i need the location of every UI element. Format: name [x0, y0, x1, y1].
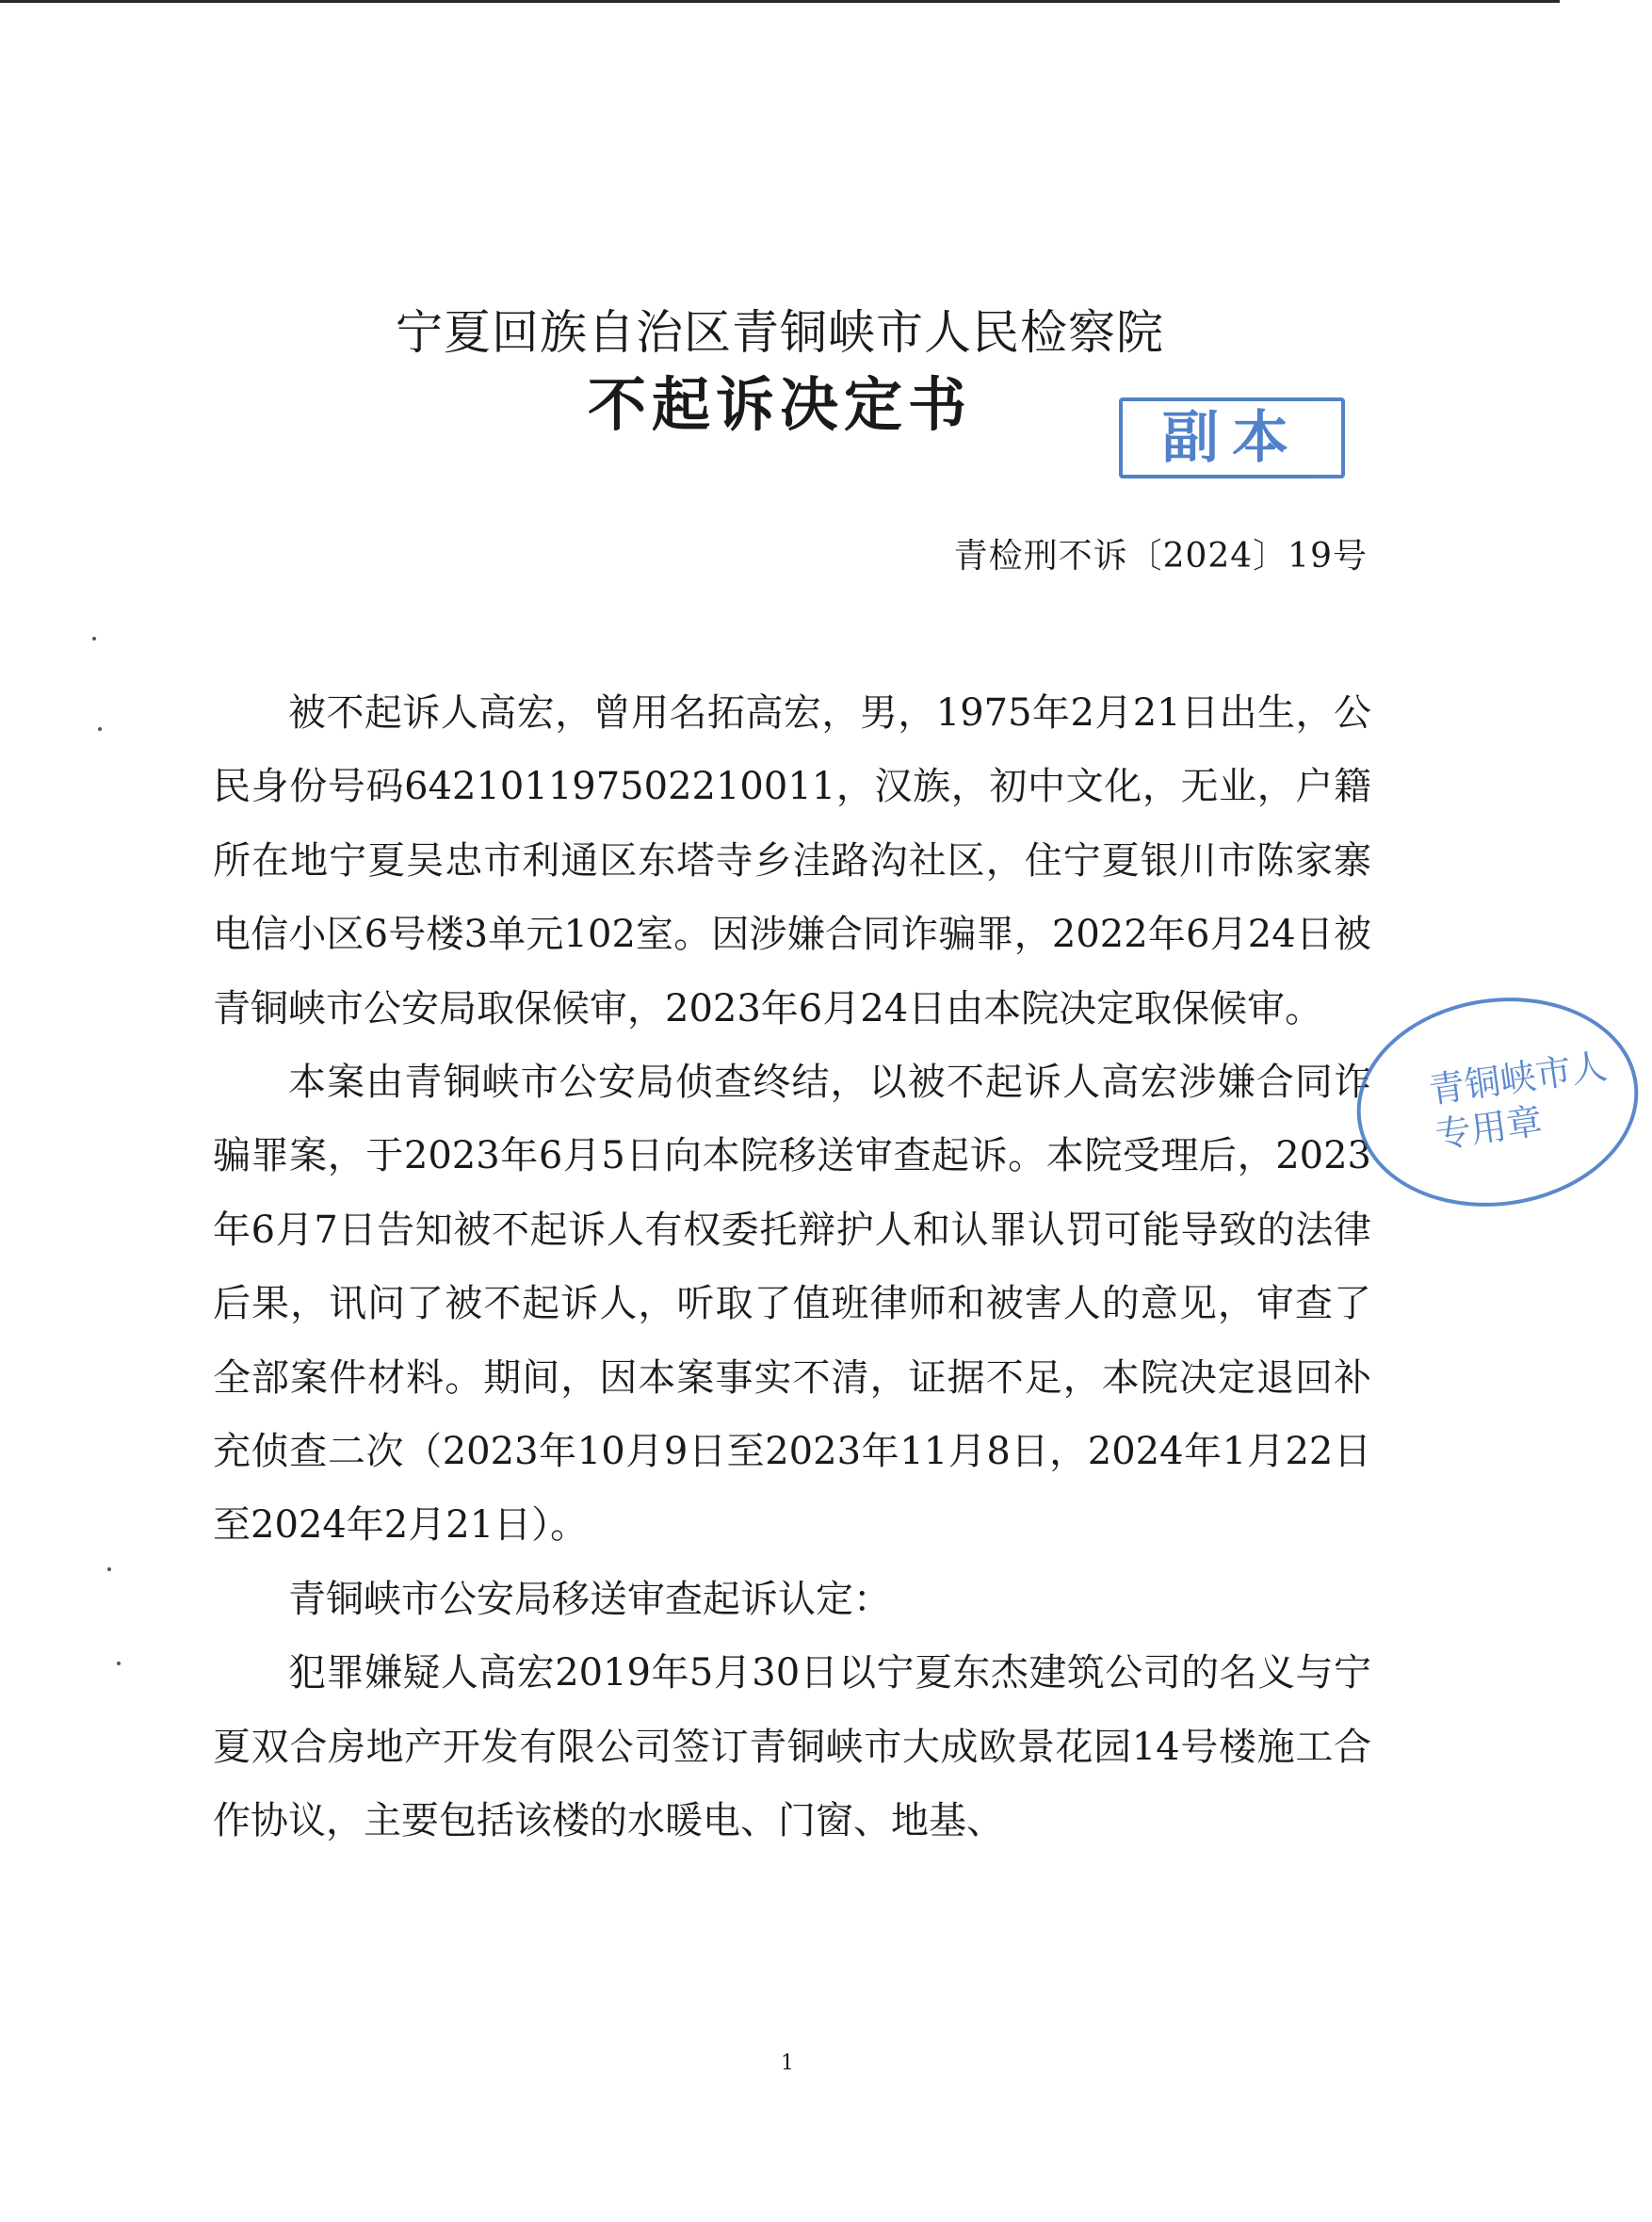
scan-speck	[107, 1567, 111, 1571]
document-body	[213, 676, 1371, 1858]
paragraph-police-finding-intro: 青铜峡市公安局移送审查起诉认定：	[288, 1577, 891, 1621]
page-number: 1	[781, 2052, 794, 2075]
paragraph-defendant-info: 被不起诉人高宏，曾用名拓高宏，男，1975年2月21日出生，公民身份号码642101197502210011，汉族，初中文化，无业，户籍所在地宁夏吴忠市利通区东塔寺乡洼路沟社区，住宁夏银川市陈家寨电信小区6号楼3单元102室。因涉嫌合同诈骗罪，2022年6月24日被青铜峡市公安局取保候审，2023年6月24日由本院决定取保候审。	[213, 691, 1371, 1030]
paragraph-case-procedure: 本案由青铜峡市公安局侦查终结，以被不起诉人高宏涉嫌合同诈骗罪案，于2023年6月5日向本院移送审查起诉。本院受理后，2023年6月7日告知被不起诉人有权委托辩护人和认罪认罚可能导致的法律后果，讯问了被不起诉人，听取了值班律师和被害人的意见，审查了全部案件材料。期间，因本案事实不清，证据不足，本院决定退回补充侦查二次（2023年10月9日至2023年11月8日，2024年1月22日至2024年2月21日）。	[213, 1061, 1371, 1548]
page-top-edge	[0, 0, 1560, 3]
copy-stamp: 副本	[1119, 397, 1345, 478]
document-number: 青检刑不诉〔2024〕19号	[953, 537, 1368, 576]
organization-title: 宁夏回族自治区青铜峡市人民检察院	[396, 305, 1164, 360]
document-title: 不起诉决定书	[587, 370, 972, 439]
official-seal	[1343, 980, 1652, 1225]
scan-speck	[98, 727, 102, 731]
seal-text-line2: 专用章	[1433, 1099, 1546, 1157]
paragraph-alleged-facts: 犯罪嫌疑人高宏2019年5月30日以宁夏东杰建筑公司的名义与宁夏双合房地产开发有限公司签订青铜峡市大成欧景花园14号楼施工合作协议，主要包括该楼的水暖电、门窗、地基、	[213, 1651, 1371, 1843]
scan-speck	[92, 637, 96, 641]
seal-text-line1: 青铜峡市人	[1426, 1045, 1610, 1111]
scan-speck	[117, 1662, 121, 1665]
